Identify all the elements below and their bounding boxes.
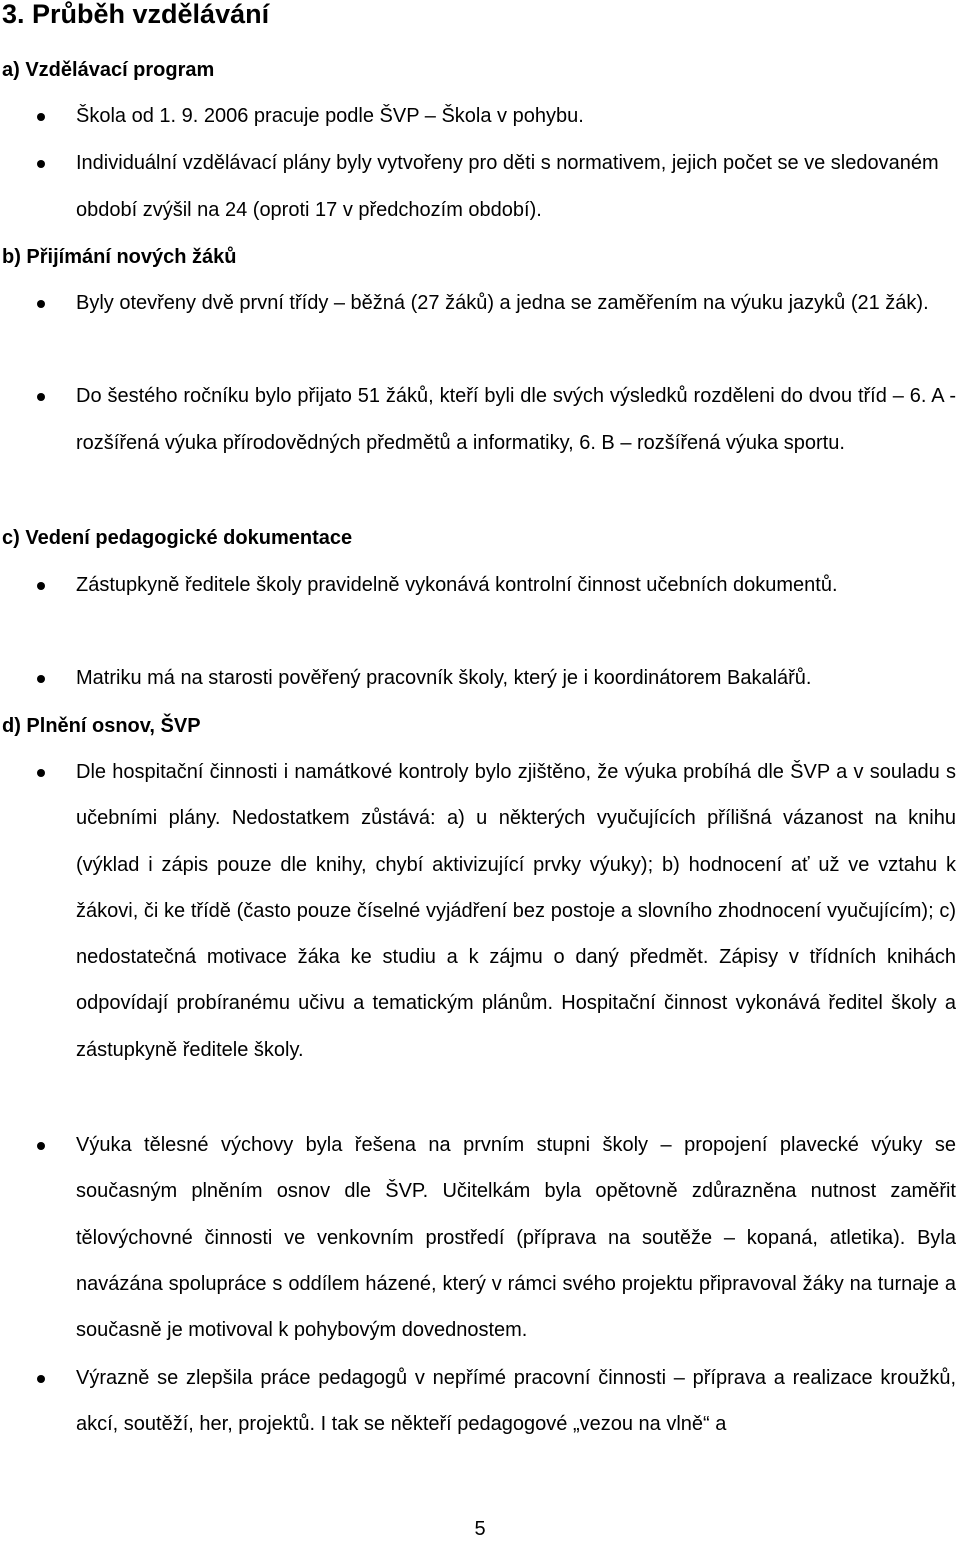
chapter-title: 3. Průběh vzdělávání: [2, 0, 270, 29]
bullet-icon: [37, 769, 45, 777]
list-item: Výuka tělesné výchovy byla řešena na prvním stupni školy – propojení plavecké výuky se současným plněním osnov dle ŠVP. Učitelkám byla opětovně zdůrazněna nutnost zaměřit tělovýchovné činnosti ve venkovním prostředí (příprava na soutěže – kopaná, atletika). Byla navázána spolupráce s oddílem házené, který v rámci svého projektu připravoval žáky na turnaje a současně je motivoval k pohybovým dovednostem.: [76, 1134, 956, 1342]
bullet-icon: [37, 1375, 45, 1383]
bullet-icon: [37, 393, 45, 401]
list-item: Zástupkyně ředitele školy pravidelně vykonává kontrolní činnost učebních dokumentů.: [76, 574, 838, 596]
bullet-icon: [37, 300, 45, 308]
bullet-icon: [37, 675, 45, 683]
list-item: Matriku má na starosti pověřený pracovník školy, který je i koordinátorem Bakalářů.: [76, 667, 812, 689]
section-heading-b: b) Přijímání nových žáků: [2, 246, 237, 268]
bullet-icon: [37, 1142, 45, 1150]
section-heading-c: c) Vedení pedagogické dokumentace: [2, 527, 353, 549]
list-item: Výrazně se zlepšila práce pedagogů v nepřímé pracovní činnosti – příprava a realizace kroužků, akcí, soutěží, her, projektů. I tak se někteří pedagogové „vezou na vlně“ a: [76, 1367, 956, 1436]
list-item: Škola od 1. 9. 2006 pracuje podle ŠVP – Škola v pohybu.: [76, 105, 584, 127]
list-item: Byly otevřeny dvě první třídy – běžná (27 žáků) a jedna se zaměřením na výuku jazyků (21 žák).: [76, 292, 929, 314]
list-item: Individuální vzdělávací plány byly vytvořeny pro děti s normativem, jejich počet se ve sledovaném období zvýšil na 24 (oproti 17 v předchozím období).: [76, 152, 939, 221]
page-number: 5: [474, 1518, 486, 1540]
bullet-icon: [37, 160, 45, 168]
bullet-icon: [37, 582, 45, 590]
section-heading-a: a) Vzdělávací program: [2, 59, 215, 81]
list-item: Dle hospitační činnosti i namátkové kontroly bylo zjištěno, že výuka probíhá dle ŠVP a v souladu s učebními plány. Nedostatkem zůstává: a) u některých vyučujících přílišná vázanost na knihu (výklad i zápis pouze dle knihy, chybí aktivizující prvky výuky); b) hodnocení ať už ve vztahu k žákovi, či ke třídě (často pouze číselné vyjádření bez postoje a slovního zhodnocení vyučujícím); c) nedostatečná motivace žáka ke studiu a k zájmu o daný předmět. Zápisy v třídních knihách odpovídají probíranému učivu a tematickým plánům. Hospitační činnost vykonává ředitel školy a zástupkyně ředitele školy.: [76, 761, 956, 1061]
list-item: Do šestého ročníku bylo přijato 51 žáků, kteří byli dle svých výsledků rozděleni do dvou tříd – 6. A - rozšířená výuka přírodovědných předmětů a informatiky, 6. B – rozšířená výuka sportu.: [76, 385, 956, 454]
section-heading-d: d) Plnění osnov, ŠVP: [2, 715, 201, 737]
bullet-icon: [37, 113, 45, 121]
